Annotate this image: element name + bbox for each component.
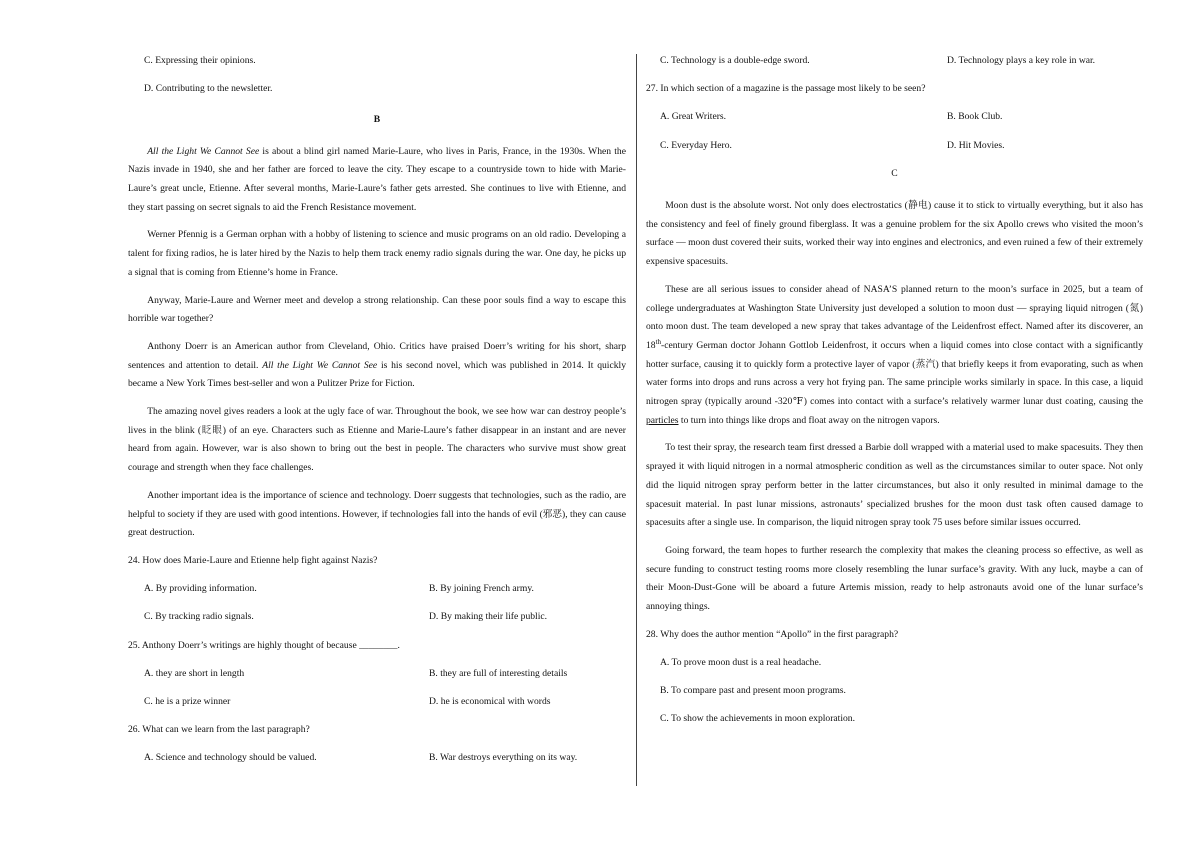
superscript-th: th [655,337,662,346]
section-c-heading: C [891,168,898,180]
q26-option-c: C. Technology is a double-edge sword. [660,55,810,66]
q25-option-d: D. he is economical with words [429,695,551,707]
question-26-options-row-2 [646,52,1143,71]
paragraph-text: is about a blind girl named Marie-Laure, who lives in Paris, France, in the 1930s. When the Nazis invade in 1940, she and her father are forced to leave the city. They escape to a countryside town to hide with Marie-Laure’s great uncle, Etienne. After several months, Marie-Laure’s father gets arrested. She continues to live with Etienne, and they start passing on secret signals to aid the French Resistance movement. [128,145,626,213]
question-27-options-row-2 [646,137,1143,156]
question-25: 25. Anthony Doerr’s writings are highly thought of because ________. [128,639,400,651]
question-27-options-row-1 [646,108,1143,127]
passage-b-paragraph-3: Anyway, Marie-Laure and Werner meet and develop a strong relationship. Can these poor souls find a way to escape this horrible war together? [128,294,626,325]
q27-option-c: C. Everyday Hero. [660,139,732,151]
paragraph-text: These are all serious issues to consider ahead of NASA’S planned return to the moon’s surface in 2025, but a team of college undergraduates at Washington State University just developed a solution to moon dust — spraying liquid nitrogen (氮) onto moon dust. The team developed a new spray that takes advantage of the Leidenfrost effect. Named after its discoverer, an 18 [646,283,1143,351]
paragraph-text: Anthony Doerr is an American author from Cleveland, Ohio. Critics have praised Doerr’s writing for his short, sharp sentences and attention to detail. [128,340,626,371]
paragraph-text: is his second novel, which was published in 2014. It quickly became a New York Times best-seller and won a Pulitzer Prize for Fiction. [128,359,626,390]
question-24-options-row-1 [128,580,626,599]
q25-option-a: A. they are short in length [144,667,245,679]
q24-option-c: C. By tracking radio signals. [144,611,254,623]
question-24: 24. How does Marie-Laure and Etienne help fight against Nazis? [128,554,378,566]
paragraph-text: to turn into things like drops and float away on the nitrogen vapors. [678,414,940,426]
passage-b-paragraph-5: The amazing novel gives readers a look at the ugly face of war. Throughout the book, we see how war can destroy people’s lives in the blink (眨眼) of an eye. Characters such as Etienne and Marie-Laure’s father disappear in an instant and are never heard from again. However, war is also shown to bring out the best in people. The characters who survive must show great courage and strength when they face challenges. [128,406,626,474]
passage-b-paragraph-2: Werner Pfennig is a German orphan with a hobby of listening to science and music programs on an old radio. Developing a talent for fixing radios, he is later hired by the Nazis to help them track enemy radio signals during the war. One day, he picks up a signal that is coming from Etienne’s home in France. [128,229,626,278]
q24-option-a: A. By providing information. [144,583,257,595]
question-28: 28. Why does the author mention “Apollo” in the first paragraph? [646,628,899,640]
q27-option-b: B. Book Club. [947,111,1003,123]
column-divider [636,54,637,786]
q28-option-b: B. To compare past and present moon programs. [660,685,846,697]
passage-b-paragraph-4 [128,338,626,394]
q25-option-c: C. he is a prize winner [144,695,231,707]
right-column [646,52,1143,739]
option-c-prev: C. Expressing their opinions. [144,55,256,66]
q26-option-b: B. War destroys everything on its way. [429,752,578,764]
question-26-options-row-1 [128,749,626,768]
q27-option-d: D. Hit Movies. [947,139,1005,151]
question-24-options-row-2 [128,608,626,627]
book-title: All the Light We Cannot See [262,359,378,371]
q26-option-a: A. Science and technology should be valued. [144,752,317,764]
q24-option-b: B. By joining French army. [429,583,534,595]
q26-option-d: D. Technology plays a key role in war. [947,55,1096,66]
passage-c-paragraph-4: Going forward, the team hopes to further research the complexity that makes the cleaning process so effective, as well as secure funding to construct testing rooms more closely resembling the lunar surface’s gravity. With any luck, maybe a can of their Moon-Dust-Gone will be aboard a future Artemis mission, ready to help astronauts avoid one of the lunar surface’s annoying things. [646,544,1143,613]
section-b-heading: B [373,113,381,125]
question-27: 27. In which section of a magazine is the passage most likely to be seen? [646,83,926,95]
q27-option-a: A. Great Writers. [660,111,727,123]
q28-option-a: A. To prove moon dust is a real headache. [660,656,822,668]
left-column [128,52,626,778]
question-26: 26. What can we learn from the last paragraph? [128,724,310,736]
book-title: All the Light We Cannot See [147,145,260,157]
question-25-options-row-1 [128,665,626,684]
passage-b-paragraph-1 [128,143,626,218]
passage-c-paragraph-3: To test their spray, the research team first dressed a Barbie doll wrapped with a material used to make spacesuits. They then sprayed it with liquid nitrogen in a normal atmospheric condition as well as the circumstances similar to outer space. Not only did the liquid nitrogen spray perform better in the latter circumstances, but also it only resulted in minimal damage to the spacesuit material. In past lunar missions, astronauts’ specialized brushes for the moon dust task often caused damage to spacesuits after a single use. In comparison, the liquid nitrogen spray took 75 uses before similar issues occurred. [646,442,1143,529]
q24-option-d: D. By making their life public. [429,611,548,623]
passage-c-paragraph-1: Moon dust is the absolute worst. Not only does electrostatics (静电) cause it to stick to virtually everything, but it also has the consistency and feel of finely ground fiberglass. It was a genuine problem for the six Apollo crews who visited the moon’s surface — moon dust covered their suits, worked their way into engines and electronics, and even ruined a few of their extremely expensive spacesuits. [646,200,1143,268]
paragraph-text: -century German doctor Johann Gottlob Leidenfrost, it occurs when a liquid comes into close contact with a significantly hotter surface, causing it to quickly form a protective layer of vapor (蒸汽) that briefly keeps it from evaporating, such as when water forms into drops and runs across a very hot frying pan. The same principle works similarly in space. In this case, a liquid nitrogen spray (typically around -320℉) comes into contact with a surface’s relatively warmer lunar dust coating, causing the [646,339,1143,408]
passage-c-paragraph-2 [646,281,1143,431]
q28-option-c: C. To show the achievements in moon exploration. [660,713,855,725]
underlined-word-particles: particles [646,414,679,426]
passage-b-paragraph-6: Another important idea is the importance of science and technology. Doerr suggests that technologies, such as the radio, are helpful to society if they are used with good intentions. However, if technologies fall into the hands of evil (邪恶), they can cause great destruction. [128,489,626,539]
q25-option-b: B. they are full of interesting details [429,667,568,679]
option-d-prev: D. Contributing to the newsletter. [144,83,273,95]
question-25-options-row-2 [128,693,626,712]
